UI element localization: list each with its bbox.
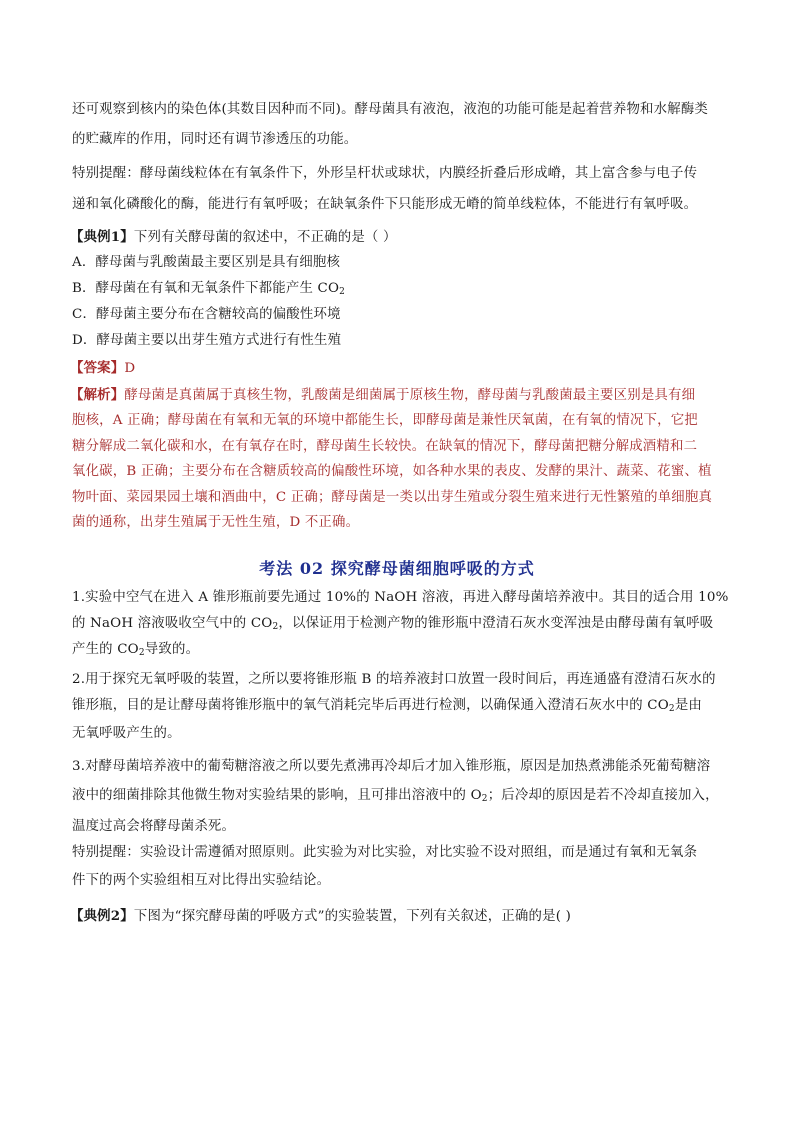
example2-question (70, 907, 571, 926)
tip1-line-1: 特别提醒：酵母菌线粒体在有氧条件下，外形呈杆状或球状，内膜经折叠后形成嵴，其上富含参与电子传 (72, 166, 698, 181)
analysis-line-2: 胞核，A 正确；酵母菌在有氧和无氧的环境中都能生长，即酵母菌是兼性厌氧菌，在有氧的情况下，它把 (72, 413, 698, 428)
tip1-line-2: 递和氧化磷酸化的酶，能进行有氧呼吸；在缺氧条件下只能形成无嵴的简单线粒体，不能进行有氧呼吸。 (72, 197, 698, 212)
point2-line-1: 2.用于探究无氧呼吸的装置，之所以要将锥形瓶 B 的培养液封口放置一段时间后，再连通盛有澄清石灰水的 (72, 672, 716, 687)
analysis-line-6: 菌的通称，出芽生殖属于无性生殖，D 不正确。 (72, 515, 360, 530)
example1-question (70, 228, 397, 247)
answer-tag: 【答案】 (70, 360, 125, 376)
answer-value: D (124, 361, 136, 376)
point1-line-1: 1.实验中空气在进入 A 锥形瓶前要先通过 10%的 NaOH 溶液，再进入酵母菌培养液中。其目的适合用 10% (72, 590, 729, 605)
analysis-line-4: 氧化碳，B 正确；主要分布在含糖质较高的偏酸性环境，如各种水果的表皮、发酵的果汁、蔬菜、花蜜、植 (72, 464, 712, 479)
example2-tag: 【典例2】 (70, 908, 134, 924)
analysis-line-1: 【解析】酵母菌是真菌属于真核生物，乳酸菌是细菌属于原核生物，酵母菌与乳酸菌最主要区别是具有细 (70, 387, 696, 403)
point3-line-1: 3.对酵母菌培养液中的葡萄糖溶液之所以要先煮沸再冷却后才加入锥形瓶，原因是加热煮沸能杀死葡萄糖溶 (72, 759, 711, 774)
analysis-tag: 【解析】 (70, 387, 125, 403)
point3-line-2: 液中的细菌排除其他微生物对实验结果的影响，且可排出溶液中的 $O_2$；后冷却的原因是若不冷却直接加入， (72, 788, 719, 804)
option-d: D．酵母菌主要以出芽生殖方式进行有性生殖 (72, 333, 342, 348)
point2-line-2: 锥形瓶，目的是让酵母菌将锥形瓶中的氧气消耗完毕后再进行检测，以确保通入澄清石灰水中的 $CO_2$是由 (72, 698, 703, 714)
intro-line-2: 的贮藏库的作用，同时还有调节渗透压的功能。 (72, 132, 358, 147)
analysis-line-5: 物叶面、菜园果园土壤和酒曲中，C 正确；酵母菌是一类以出芽生殖或分裂生殖来进行无性繁殖的单细胞真 (72, 490, 713, 505)
option-b: B．酵母菌在有氧和无氧条件下都能产生 $CO_2$ (72, 281, 346, 297)
point3-line-3: 温度过高会将酵母菌杀死。 (72, 819, 236, 834)
intro-line-1: 还可观察到核内的染色体(其数目因种而不同)。酵母菌具有液泡，液泡的功能可能是起着营养物和水解酶类 (72, 102, 709, 117)
example2-question-text: 下图为“探究酵母菌的呼吸方式”的实验装置，下列有关叙述，正确的是( ) (133, 909, 572, 924)
example1-tag: 【典例1】 (70, 229, 134, 245)
section-title: 考法 02 探究酵母菌细胞呼吸的方式 (259, 559, 535, 578)
point1-line-3: 产生的 $CO_2$导致的。 (72, 642, 200, 658)
example1-question-text: 下列有关酵母菌的叙述中，不正确的是（ ） (133, 230, 397, 245)
point2-line-3: 无氧呼吸产生的。 (72, 726, 181, 741)
analysis-line-3: 糖分解成二氧化碳和水，在有氧存在时，酵母菌生长较快。在缺氧的情况下，酵母菌把糖分解成酒精和二 (72, 439, 698, 454)
option-c: C．酵母菌主要分布在含糖较高的偏酸性环境 (72, 307, 341, 322)
tip2-line-2: 件下的两个实验组相互对比得出实验结论。 (72, 873, 331, 888)
tip2-line-1: 特别提醒：实验设计需遵循对照原则。此实验为对比实验，对比实验不设对照组，而是通过有氧和无氧条 (72, 845, 698, 860)
answer (70, 359, 135, 378)
point1-line-2: 的 NaOH 溶液吸收空气中的 $CO_2$，以保证用于检测产物的锥形瓶中澄清石灰水变浑浊是由酵母菌有氧呼吸 (72, 616, 714, 632)
option-a: A．酵母菌与乳酸菌最主要区别是具有细胞核 (72, 255, 341, 270)
